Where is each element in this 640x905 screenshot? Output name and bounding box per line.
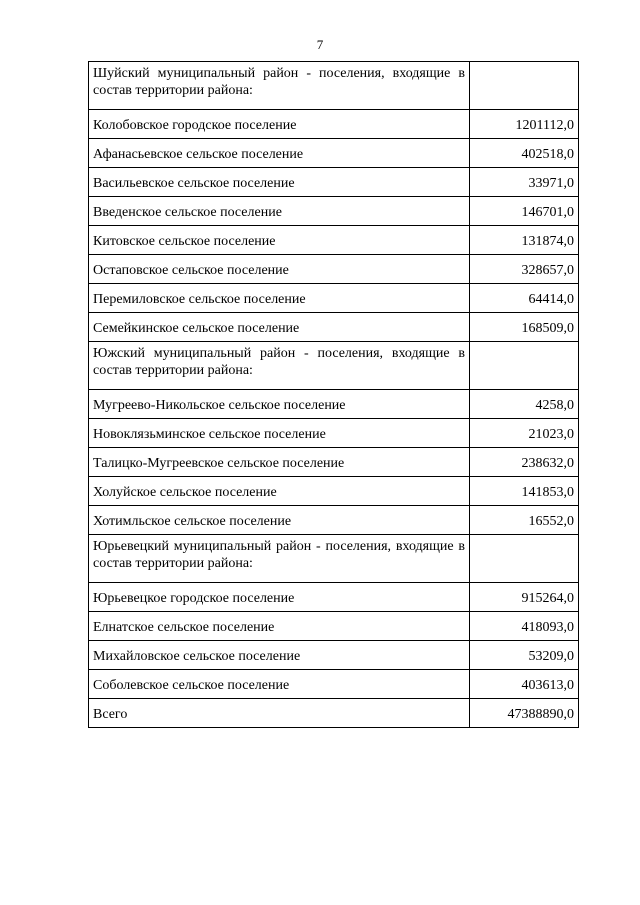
settlement-name-cell: Колобовское городское поселение bbox=[89, 110, 470, 139]
table-row bbox=[89, 255, 579, 284]
value-cell: 328657,0 bbox=[470, 255, 579, 284]
value-cell: 53209,0 bbox=[470, 641, 579, 670]
value-cell bbox=[470, 62, 579, 110]
district-name-cell: Южский муниципальный район - поселения, входящие в состав территории района: bbox=[89, 342, 470, 390]
value-cell: 141853,0 bbox=[470, 477, 579, 506]
settlement-name-cell: Елнатское сельское поселение bbox=[89, 612, 470, 641]
table-row bbox=[89, 226, 579, 255]
settlement-name-cell: Васильевское сельское поселение bbox=[89, 168, 470, 197]
settlement-name-cell: Юрьевецкое городское поселение bbox=[89, 583, 470, 612]
settlement-name-cell: Мугреево-Никольское сельское поселение bbox=[89, 390, 470, 419]
table-row bbox=[89, 139, 579, 168]
value-cell: 915264,0 bbox=[470, 583, 579, 612]
table-row bbox=[89, 670, 579, 699]
value-cell bbox=[470, 535, 579, 583]
table-row bbox=[89, 583, 579, 612]
settlement-name-cell: Михайловское сельское поселение bbox=[89, 641, 470, 670]
table-row bbox=[89, 419, 579, 448]
settlement-name-cell: Холуйское сельское поселение bbox=[89, 477, 470, 506]
table-row bbox=[89, 477, 579, 506]
table-body bbox=[89, 62, 579, 728]
district-name-cell: Шуйский муниципальный район - поселения, входящие в состав территории района: bbox=[89, 62, 470, 110]
value-cell: 403613,0 bbox=[470, 670, 579, 699]
value-cell: 146701,0 bbox=[470, 197, 579, 226]
table-row bbox=[89, 448, 579, 477]
total-value-cell: 47388890,0 bbox=[470, 699, 579, 728]
settlement-name-cell: Талицко-Мугреевское сельское поселение bbox=[89, 448, 470, 477]
table-row bbox=[89, 390, 579, 419]
settlement-name-cell: Хотимльское сельское поселение bbox=[89, 506, 470, 535]
district-name-cell: Юрьевецкий муниципальный район - поселения, входящие в состав территории района: bbox=[89, 535, 470, 583]
settlement-name-cell: Новоклязьминское сельское поселение bbox=[89, 419, 470, 448]
table-row bbox=[89, 612, 579, 641]
budget-table bbox=[88, 61, 579, 728]
settlement-name-cell: Семейкинское сельское поселение bbox=[89, 313, 470, 342]
value-cell: 168509,0 bbox=[470, 313, 579, 342]
settlement-name-cell: Афанасьевское сельское поселение bbox=[89, 139, 470, 168]
table-row-district-header bbox=[89, 62, 579, 110]
value-cell: 418093,0 bbox=[470, 612, 579, 641]
settlement-name-cell: Китовское сельское поселение bbox=[89, 226, 470, 255]
table-row-district-header bbox=[89, 535, 579, 583]
value-cell: 64414,0 bbox=[470, 284, 579, 313]
value-cell: 1201112,0 bbox=[470, 110, 579, 139]
table-row bbox=[89, 110, 579, 139]
value-cell: 402518,0 bbox=[470, 139, 579, 168]
settlement-name-cell: Соболевское сельское поселение bbox=[89, 670, 470, 699]
table-row bbox=[89, 284, 579, 313]
value-cell bbox=[470, 342, 579, 390]
table-row bbox=[89, 313, 579, 342]
value-cell: 4258,0 bbox=[470, 390, 579, 419]
table-row bbox=[89, 197, 579, 226]
value-cell: 21023,0 bbox=[470, 419, 579, 448]
value-cell: 131874,0 bbox=[470, 226, 579, 255]
page-number: 7 bbox=[316, 37, 324, 52]
value-cell: 33971,0 bbox=[470, 168, 579, 197]
table-row bbox=[89, 641, 579, 670]
table-row-total bbox=[89, 699, 579, 728]
table-row-district-header bbox=[89, 342, 579, 390]
total-label-cell: Всего bbox=[89, 699, 470, 728]
table-row bbox=[89, 168, 579, 197]
settlement-name-cell: Остаповское сельское поселение bbox=[89, 255, 470, 284]
table-row bbox=[89, 506, 579, 535]
value-cell: 16552,0 bbox=[470, 506, 579, 535]
settlement-name-cell: Перемиловское сельское поселение bbox=[89, 284, 470, 313]
settlement-name-cell: Введенское сельское поселение bbox=[89, 197, 470, 226]
value-cell: 238632,0 bbox=[470, 448, 579, 477]
